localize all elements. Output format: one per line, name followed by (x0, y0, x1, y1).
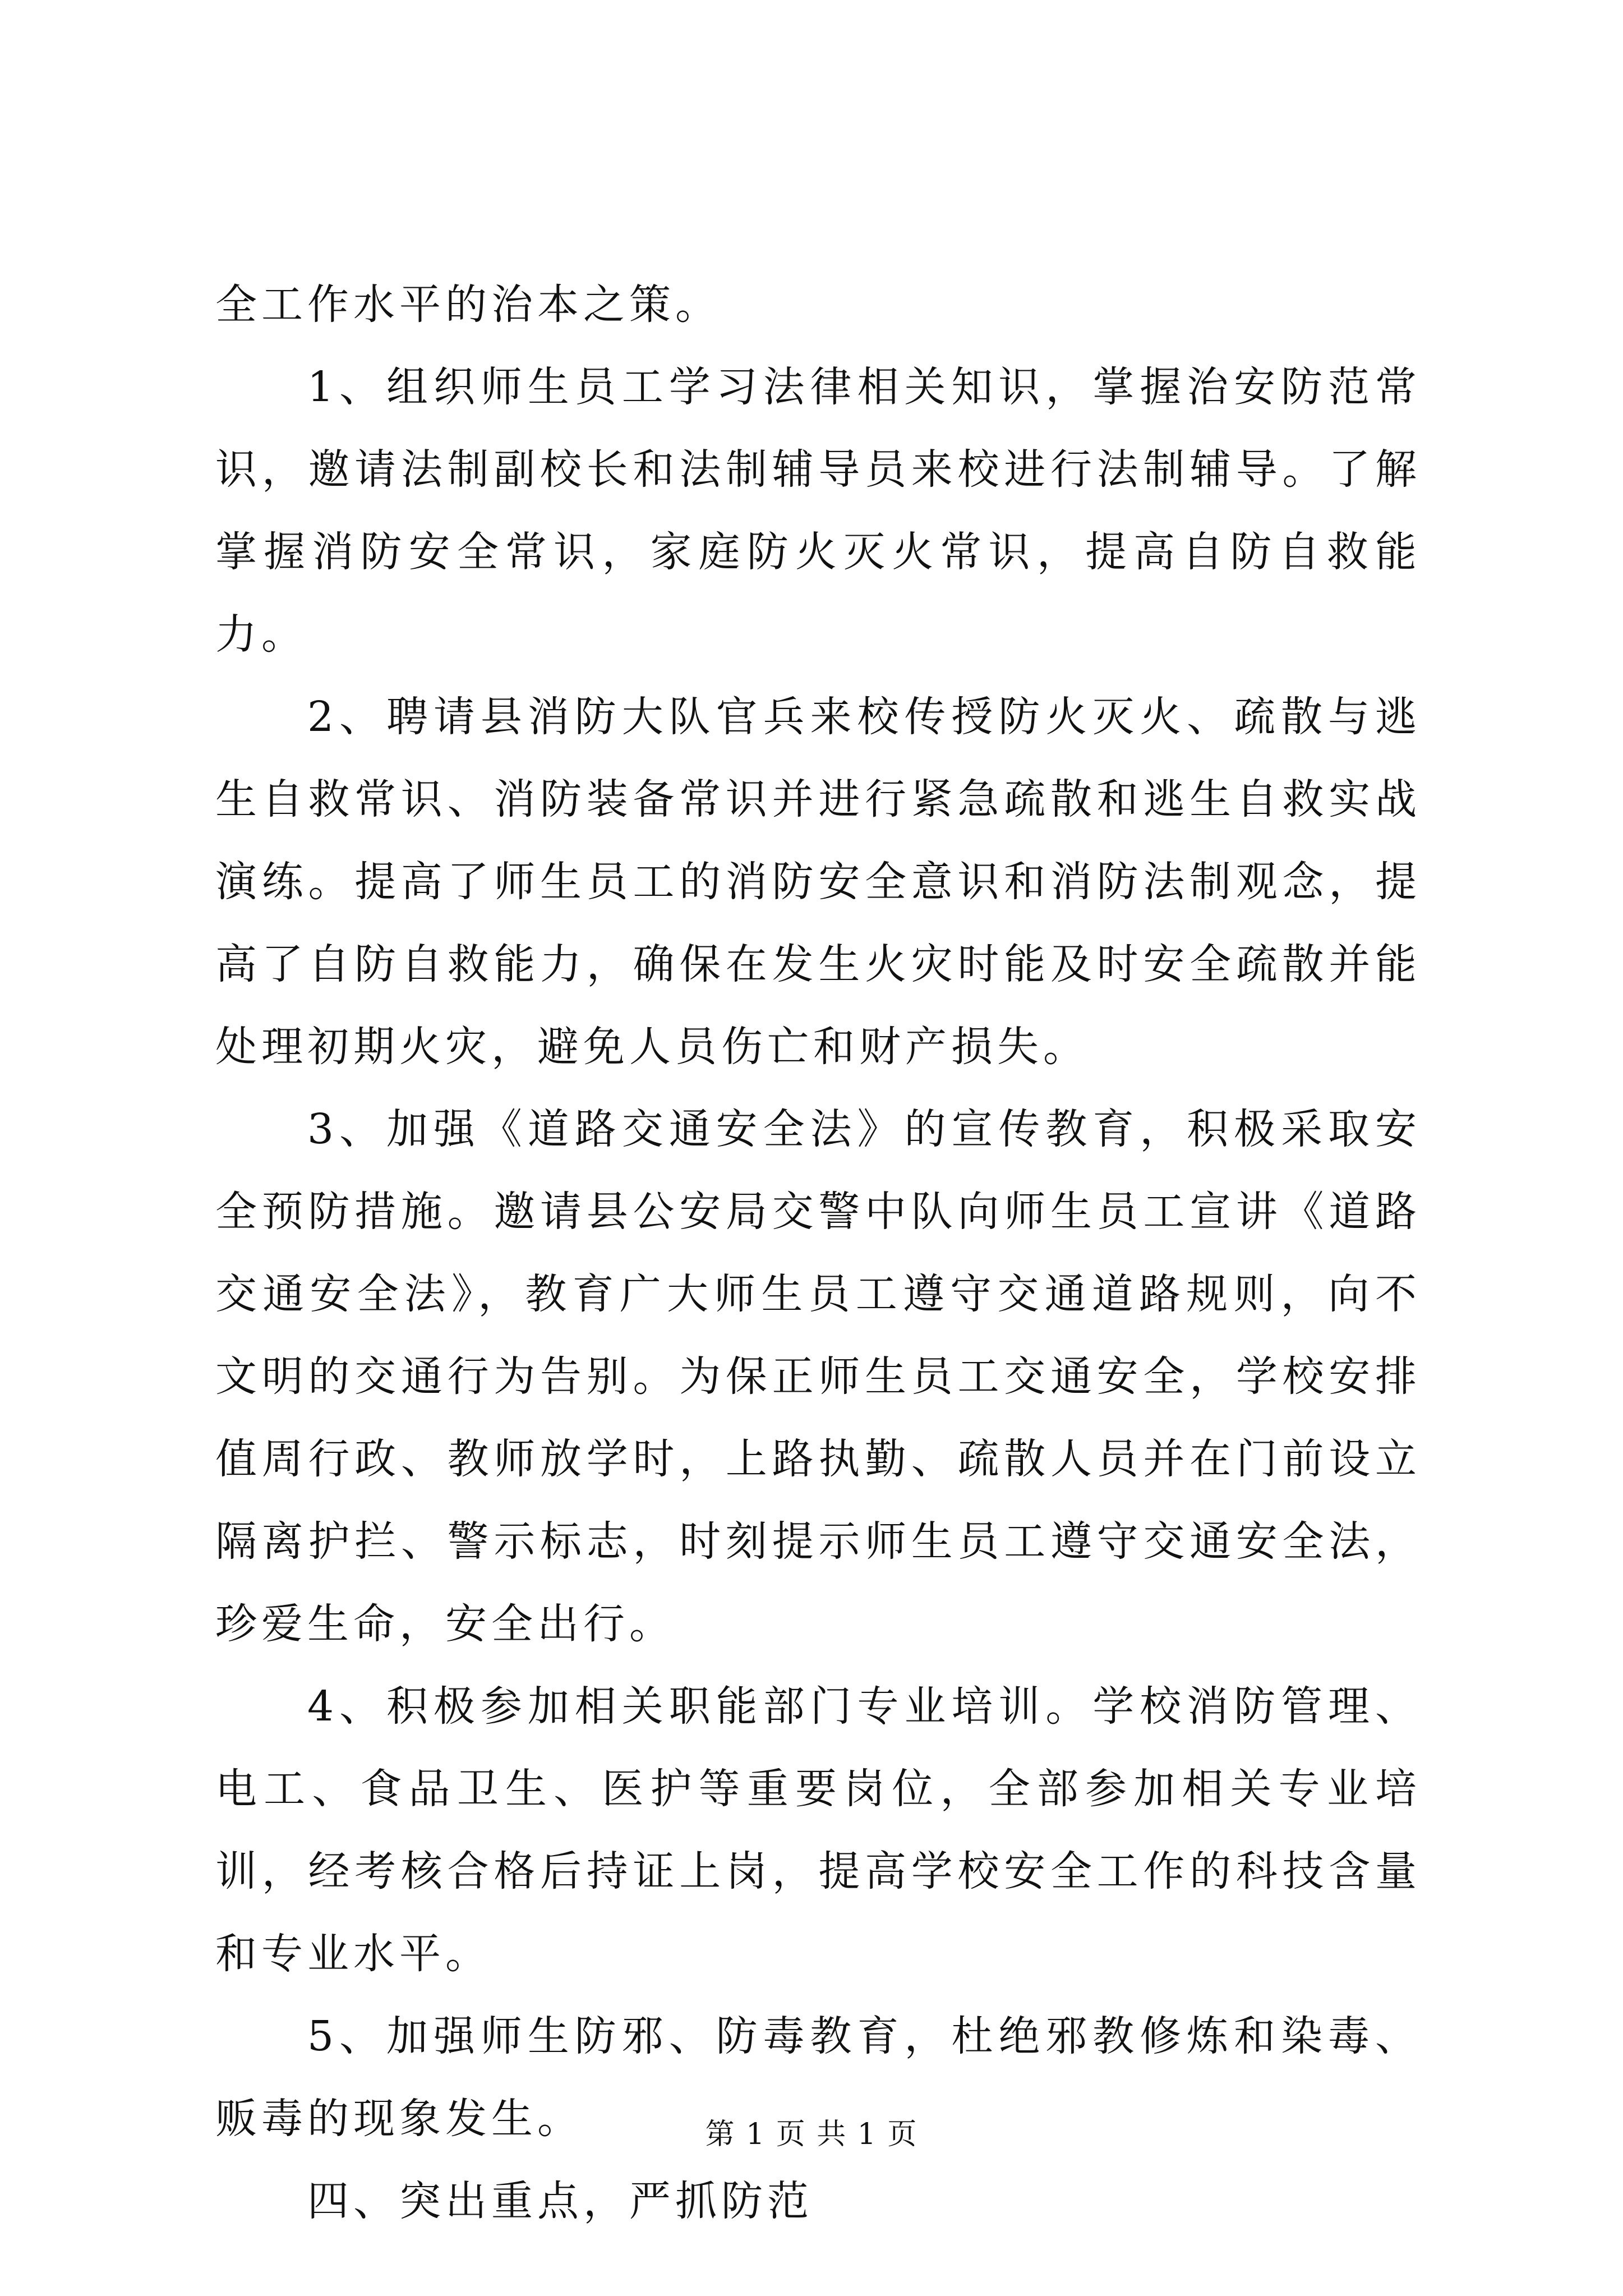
document-body (215, 264, 1421, 2243)
paragraph-item-5: 5、加强师生防邪、防毒教育，杜绝邪教修炼和染毒、贩毒的现象发生。 (215, 2012, 1421, 2143)
paragraph-item-4: 4、积极参加相关职能部门专业培训。学校消防管理、电工、食品卫生、医护等重要岗位，全部参加相关专业培训，经考核合格后持证上岗，提高学校安全工作的科技含量和专业水平。 (215, 1682, 1421, 1978)
section-heading-4: 四、突出重点，严抓防范 (307, 2177, 813, 2225)
paragraph-item-2: 2、聘请县消防大队官兵来校传授防火灭火、疏散与逃生自救常识、消防装备常识并进行紧急疏散和逃生自救实战演练。提高了师生员工的消防安全意识和消防法制观念，提高了自防自救能力，确保在发生火灾时能及时安全疏散并能处理初期火灾，避免人员伤亡和财产损失。 (215, 693, 1421, 1071)
paragraph-continuation: 全工作水平的治本之策。 (215, 280, 721, 329)
paragraph-item-3: 3、加强《道路交通安全法》的宣传教育，积极采取安全预防措施。邀请县公安局交警中队向师生员工宣讲《道路交通安全法》，教育广大师生员工遵守交通道路规则，向不文明的交通行为告别。为保正师生员工交通安全，学校安排值周行政、教师放学时，上路执勤、疏散人员并在门前设立隔离护拦、警示标志，时刻提示师生员工遵守交通安全法，珍爱生命，安全出行。 (215, 1105, 1421, 1648)
page-number-footer: 第 1 页 共 1 页 (705, 2118, 918, 2151)
paragraph-item-1: 1、组织师生员工学习法律相关知识，掌握治安防范常识，邀请法制副校长和法制辅导员来校进行法制辅导。了解掌握消防安全常识，家庭防火灭火常识，提高自防自救能力。 (215, 363, 1421, 659)
